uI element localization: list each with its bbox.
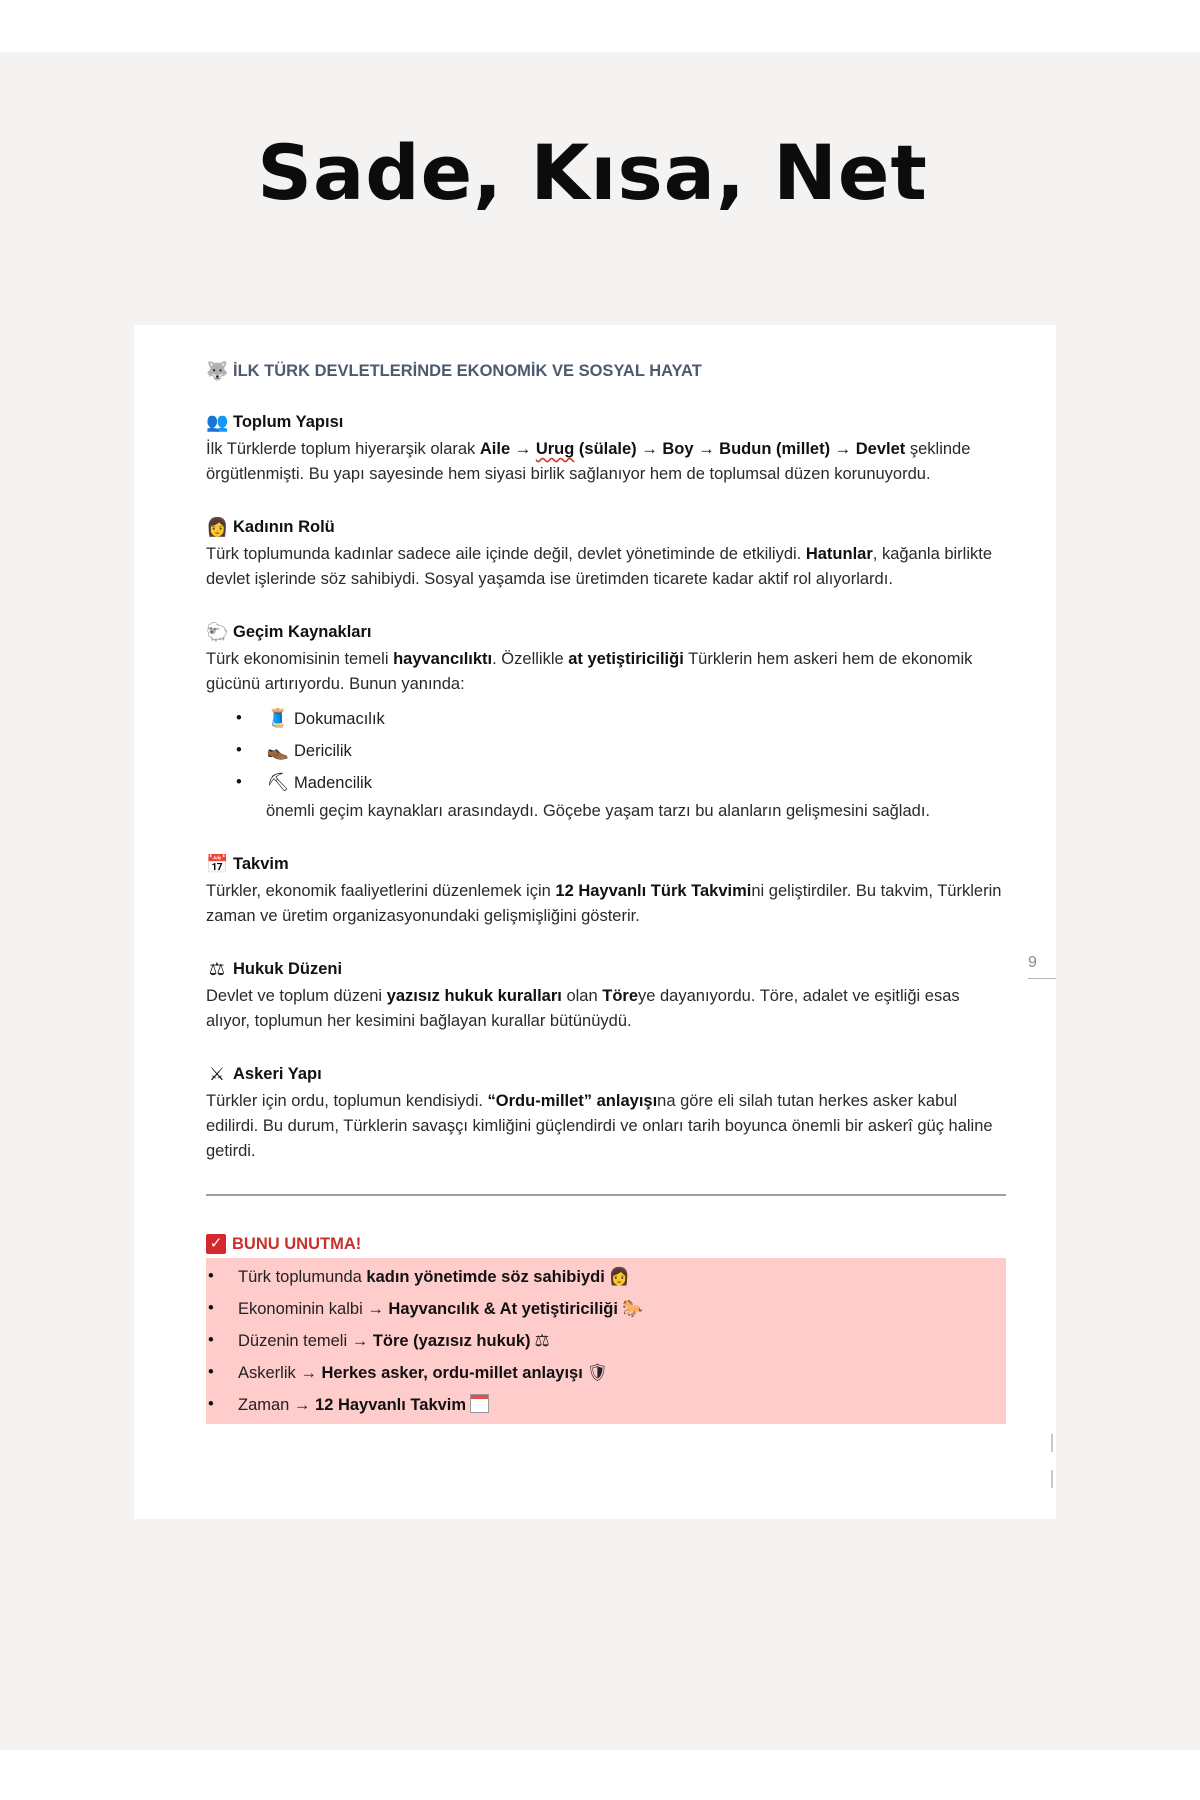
text-run: Zaman →	[238, 1396, 316, 1414]
section-paragraph	[206, 647, 1006, 697]
section-heading	[206, 517, 1006, 538]
bold-run: Herkes asker, ordu-millet anlayışı	[321, 1364, 583, 1382]
text-run: Düzenin temeli →	[238, 1332, 373, 1350]
livelihood-list	[206, 703, 1006, 799]
calendar-icon	[470, 1395, 489, 1414]
reminder-item	[206, 1293, 1006, 1325]
sheep-icon: 🐑	[206, 622, 229, 642]
shield-icon: 🛡	[586, 1363, 609, 1382]
page-number-rule	[1028, 978, 1056, 979]
text-run: , kağanla birlikte devlet işlerinde söz sahibiydi. Sosyal yaşamda ise üretimden ticarete kadar aktif rol alıyorlardı.	[206, 545, 993, 588]
section-askeri-yapi	[206, 1064, 1006, 1164]
people-icon: 👥	[206, 412, 229, 432]
text-run: Türklerin hem askeri hem de ekonomik gücünü artırıyordu. Bunun yanında:	[206, 650, 973, 693]
section-heading	[206, 622, 1006, 643]
list-item-label: Madencilik	[294, 774, 372, 792]
bold-run: 12 Hayvanlı Takvim	[315, 1396, 467, 1414]
bold-run: Töre	[602, 987, 638, 1005]
bold-run: kadın yönetimde söz sahibiydi	[366, 1268, 605, 1286]
list-item-label: Dokumacılık	[294, 710, 385, 728]
reminder-item	[206, 1261, 1006, 1293]
woman-icon: 👩	[608, 1267, 630, 1286]
section-title: Takvim	[233, 855, 289, 873]
text-run: olan	[561, 987, 603, 1005]
document-title	[206, 361, 1006, 382]
misspelled-word: Urug	[535, 440, 575, 458]
calendar-icon: 📅	[206, 854, 229, 874]
section-heading	[206, 854, 1006, 875]
bold-run: yazısız hukuk kuralları	[386, 987, 562, 1005]
page-number: 9	[1028, 954, 1037, 971]
section-toplum-yapisi	[206, 412, 1006, 487]
bold-run: Hayvancılık & At yetiştiriciliği	[388, 1300, 618, 1318]
section-heading	[206, 959, 1006, 980]
text-run: Türkler için ordu, toplumun kendisiydi.	[206, 1092, 488, 1110]
section-heading	[206, 1064, 1006, 1085]
section-gecim-kaynaklari	[206, 622, 1006, 824]
bold-run: 12 Hayvanlı Türk Takvimi	[555, 882, 752, 900]
reminder-box	[206, 1258, 1006, 1424]
horse-icon: 🐎	[621, 1299, 644, 1318]
list-item-label: Dericilik	[294, 742, 352, 760]
bold-run: Töre (yazısız hukuk)	[372, 1332, 531, 1350]
document-content	[206, 361, 1006, 1424]
horizontal-divider	[206, 1194, 1006, 1196]
reminder-item	[206, 1357, 1006, 1389]
calendar-glyph	[470, 1394, 489, 1413]
bold-run: “Ordu-millet” anlayışı	[487, 1092, 658, 1110]
text-run: Türk toplumunda kadınlar sadece aile içinde değil, devlet yönetiminde de etkiliydi.	[206, 545, 806, 563]
section-heading	[206, 412, 1006, 433]
scales-icon: ⚖	[534, 1331, 550, 1350]
list-item	[236, 767, 1006, 799]
section-title: Askeri Yapı	[233, 1065, 322, 1083]
check-icon: ✓	[206, 1234, 226, 1254]
thread-icon: 🧵	[266, 708, 290, 728]
section-title: Toplum Yapısı	[233, 413, 344, 431]
section-takvim	[206, 854, 1006, 929]
text-run: Ekonominin kalbi →	[238, 1300, 389, 1318]
text-run: Türkler, ekonomik faaliyetlerini düzenlemek için	[206, 882, 556, 900]
bold-run: at yetiştiriciliği	[568, 650, 684, 668]
page-headline: Sade, Kısa, Net	[257, 128, 928, 217]
bold-run: (sülale) → Boy → Budun (millet) → Devlet	[574, 440, 906, 458]
pick-icon: ⛏	[266, 772, 290, 792]
text-run: Türk toplumunda	[238, 1268, 367, 1286]
section-title: Kadının Rolü	[233, 518, 335, 536]
wolf-icon: 🐺	[206, 361, 229, 381]
text-run: Askerlik →	[238, 1364, 322, 1382]
crossed-swords-icon: ⚔	[208, 1064, 226, 1084]
text-run: Devlet ve toplum düzeni	[206, 987, 387, 1005]
text-run: na göre eli silah tutan herkes asker kabul edilirdi. Bu durum, Türklerin savaşçı kimliğini güçlendirdi ve onları tarih boyunca önemli bir askerî güç haline getirdi.	[206, 1092, 993, 1160]
reminder-title: BUNU UNUTMA!	[232, 1234, 362, 1253]
reminder-heading	[206, 1234, 1006, 1254]
reminder-item	[206, 1325, 1006, 1357]
section-title: Hukuk Düzeni	[233, 960, 343, 978]
woman-icon: 👩	[206, 517, 229, 537]
list-item	[236, 735, 1006, 767]
section-kadinin-rolu	[206, 517, 1006, 592]
text-run: şeklinde örgütlenmişti. Bu yapı sayesinde hem siyasi birlik sağlanıyor hem de toplumsal düzen korunuyordu.	[206, 440, 971, 483]
reminder-item	[206, 1389, 1006, 1421]
scales-icon: ⚖	[208, 959, 226, 979]
text-run: Türk ekonomisinin temeli	[206, 650, 394, 668]
edge-mark	[1051, 1470, 1053, 1488]
section-paragraph	[206, 542, 1006, 592]
section-paragraph	[206, 879, 1006, 929]
document-page	[134, 325, 1056, 1519]
text-run: İlk Türklerde toplum hiyerarşik olarak	[206, 440, 480, 458]
text-run: ye dayanıyordu. Töre, adalet ve eşitliği esas alıyor, toplumun her kesimini bağlayan kurallar bütünüydü.	[206, 987, 960, 1030]
section-paragraph	[206, 984, 1006, 1034]
section-paragraph	[206, 1089, 1006, 1164]
bold-run: Aile →	[479, 440, 536, 458]
list-item	[236, 703, 1006, 735]
section-hukuk-duzeni	[206, 959, 1006, 1034]
text-run: . Özellikle	[492, 650, 569, 668]
section-title: Geçim Kaynakları	[233, 623, 372, 641]
section-paragraph	[206, 437, 1006, 487]
bold-run: hayvancılıktı	[393, 650, 493, 668]
edge-mark	[1051, 1434, 1053, 1452]
text-run: ni geliştirdiler. Bu takvim, Türklerin zaman ve üretim organizasyonundaki gelişmişliğini gösterir.	[206, 882, 1002, 925]
document-title-text: İLK TÜRK DEVLETLERİNDE EKONOMİK VE SOSYAL HAYAT	[233, 362, 702, 380]
bold-run: Hatunlar	[805, 545, 873, 563]
list-conclusion: önemli geçim kaynakları arasındaydı. Göçebe yaşam tarzı bu alanların gelişmesini sağladı.	[266, 802, 930, 820]
shoe-icon: 👞	[266, 740, 290, 760]
